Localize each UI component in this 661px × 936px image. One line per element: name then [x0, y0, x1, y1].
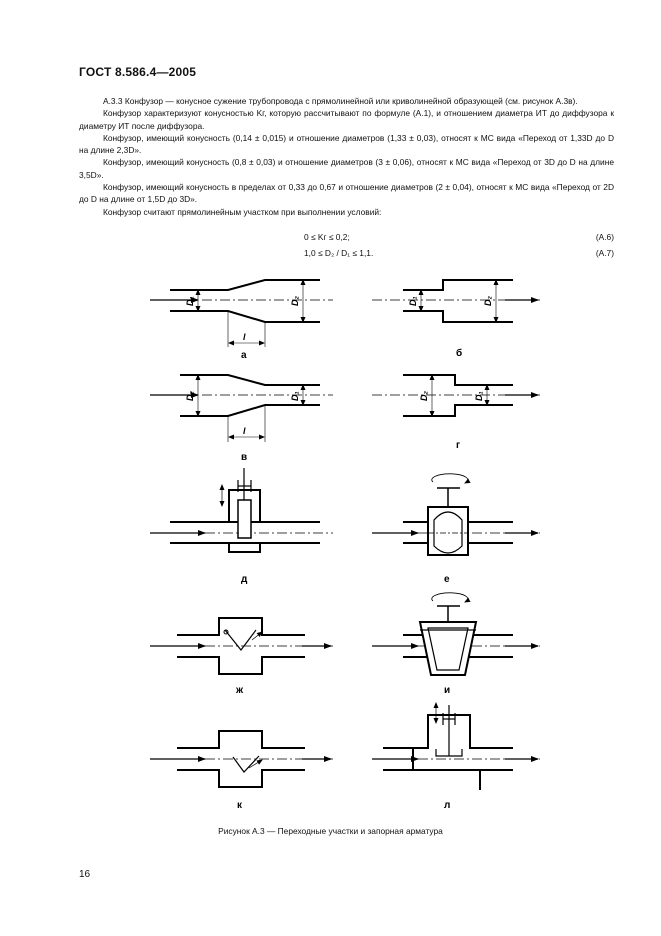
diagram-a	[150, 280, 333, 347]
diagram-i	[372, 593, 540, 675]
document-header: ГОСТ 8.586.4—2005	[79, 65, 197, 79]
diagram-label-v: в	[241, 452, 248, 463]
diagram-d	[150, 468, 333, 552]
diagram-g	[372, 375, 540, 416]
paragraph-case-2: Конфузор, имеющий конусность (0,8 ± 0,03) и отношение диаметров (3 ± 0,06), относят к МС вида «Переход от 3D до D на длине 3,5D».	[79, 157, 614, 180]
formula-a7-number: (А.7)	[595, 248, 614, 258]
diagram-label-a: а	[241, 350, 247, 361]
dim-label-d2-a: D₂	[290, 296, 300, 306]
paragraph-konusnost: Конфузор характеризуют конусностью Kг, которую рассчитывают по формуле (А.1), и отношением диаметра ИТ до диффузора к диаметру ИТ после диффузора.	[79, 108, 614, 131]
dim-label-d1-v: D₁	[290, 391, 300, 401]
diagram-label-i: и	[444, 685, 451, 696]
diagram-e	[372, 474, 540, 555]
diagram-zh	[150, 618, 333, 674]
diagram-label-g: г	[456, 440, 461, 451]
paragraph-case-1: Конфузор, имеющий конусность (0,14 ± 0,015) и отношение диаметров (1,33 ± 0,03), относят к МС вида «Переход от 1,33D до D на длине 2,3D».	[79, 132, 614, 156]
diagram-label-k: к	[237, 800, 243, 811]
figure-caption: Рисунок А.3 — Переходные участки и запорная арматура	[218, 826, 443, 836]
dim-label-d1-g: D₁	[474, 391, 484, 401]
dim-label-d2-g: D₂	[419, 391, 429, 401]
diagram-label-b: б	[456, 348, 463, 359]
diagram-label-d: д	[241, 574, 248, 585]
formula-a7: 1,0 ≤ D₂ / D₁ ≤ 1,1.	[304, 248, 374, 258]
dim-label-d2-v: D₂	[185, 391, 195, 401]
diagram-l	[372, 703, 540, 790]
paragraph-konfuzor-definition: А.3.3 Конфузор — конусное сужение трубопровода с прямолинейной или криволинейной образующей (см. рисунок А.3в).	[103, 96, 578, 106]
diagram-label-e: е	[444, 574, 450, 585]
paragraph-case-3: Конфузор, имеющий конусность в пределах от 0,33 до 0,67 и отношение диаметров (2 ± 0,04), относят к МС вида «Переход от 2D до D на длине от 1,5D до 3D».	[79, 182, 614, 205]
formula-a6: 0 ≤ Kг ≤ 0,2;	[304, 232, 350, 242]
dim-label-length-v: l	[243, 426, 246, 436]
dim-label-d1-b: D₁	[408, 296, 418, 306]
paragraph-condition: Конфузор считают прямолинейным участком при выполнении условий:	[103, 206, 382, 217]
diagram-v	[150, 375, 333, 442]
dim-label-length-a: l	[243, 332, 246, 342]
formula-a6-number: (А.6)	[595, 232, 614, 242]
diagram-b	[372, 280, 540, 322]
diagram-label-l: л	[444, 800, 451, 811]
dim-label-d2-b: D₂	[483, 296, 493, 306]
page-number: 16	[79, 869, 91, 880]
diagram-k	[150, 731, 333, 787]
diagram-label-zh: ж	[236, 685, 244, 696]
dim-label-d1-a: D₁	[185, 296, 195, 306]
